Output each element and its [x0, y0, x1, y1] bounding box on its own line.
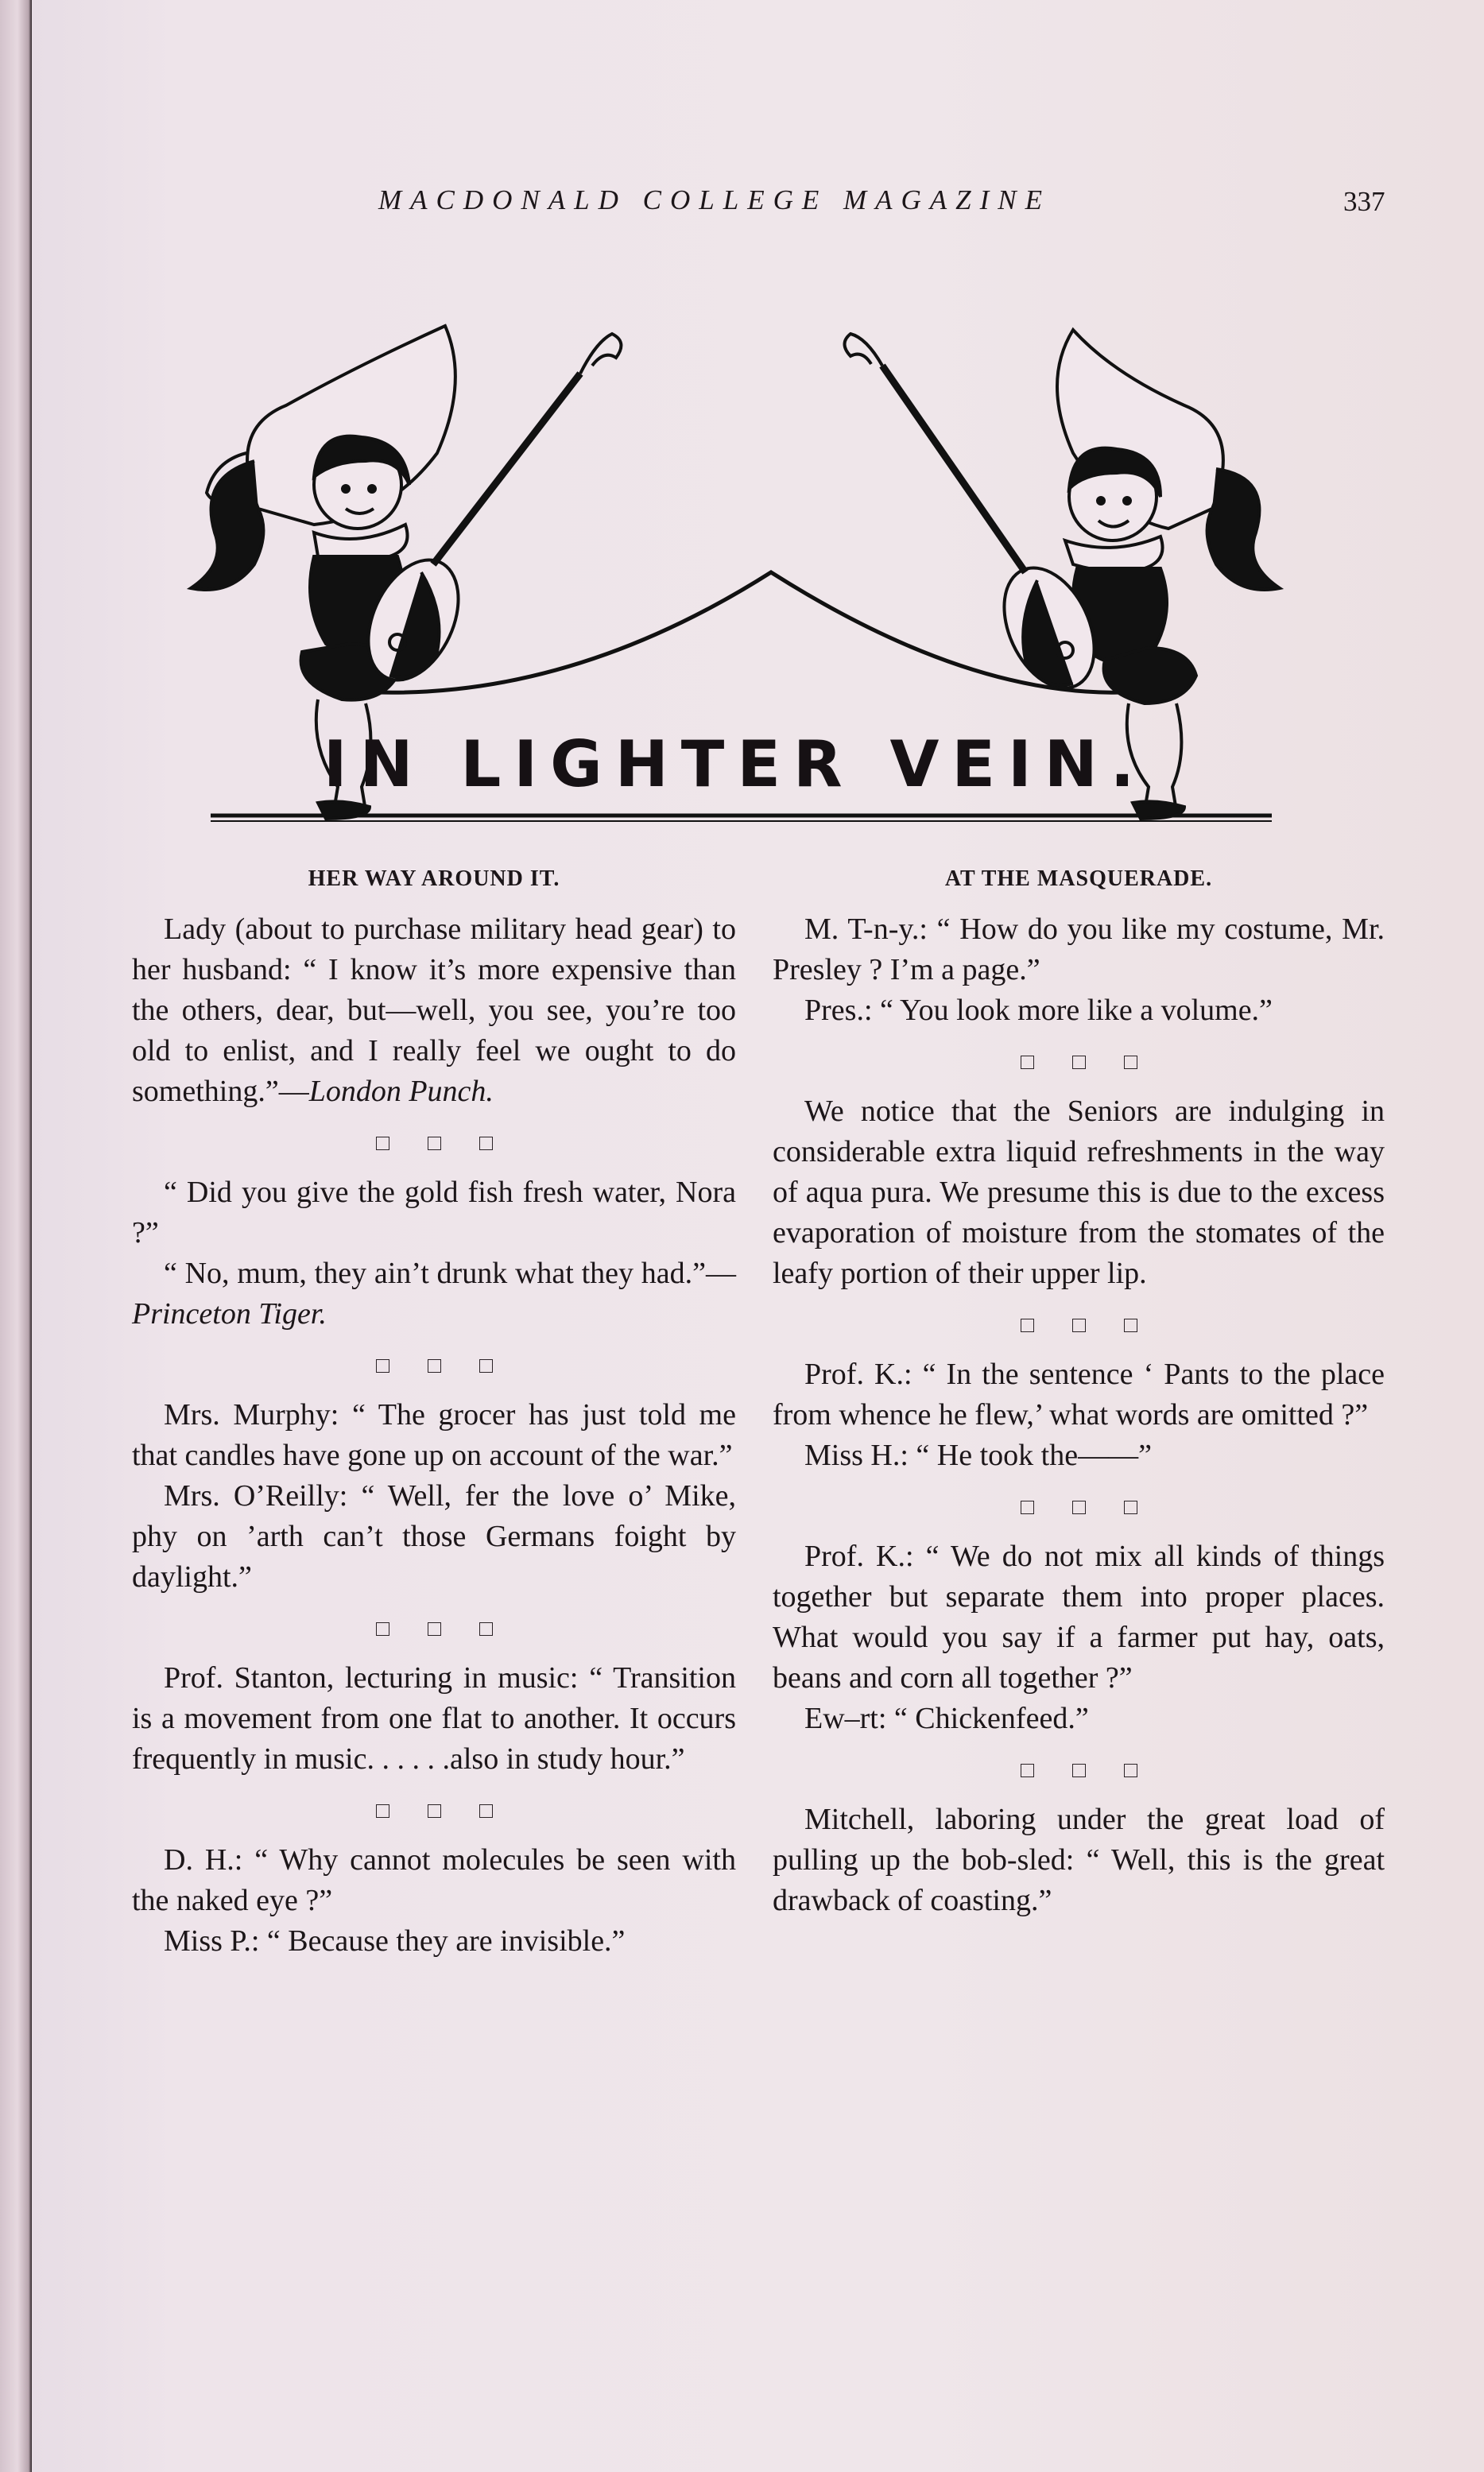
section-separator: [132, 1112, 736, 1172]
page-number: 337: [1343, 186, 1385, 217]
section-separator: [773, 1031, 1385, 1091]
section-separator: [132, 1598, 736, 1658]
left-column-heading: HER WAY AROUND IT.: [308, 866, 560, 891]
right-column: [773, 866, 1385, 1921]
joke-paragraph: M. T-n-y.: “ How do you like my costume, Mr. Presley ? I’m a page.”: [773, 912, 1385, 986]
joke-paragraph: Prof. K.: “ We do not mix all kinds of things together but separate them into proper places. What would you say if a farmer put hay, oats, beans and corn all together ?”: [773, 1540, 1385, 1695]
joke-text: “ No, mum, they ain’t drunk what they had.”—: [164, 1257, 736, 1290]
joke-paragraph: Prof. Stanton, lecturing in music: “ Transition is a movement from one flat to another. It occurs frequently in music. . . . . .also in study hour.”: [132, 1661, 736, 1776]
page-header: [0, 184, 1484, 224]
joke-paragraph: Ew–rt: “ Chickenfeed.”: [804, 1702, 1089, 1735]
joke-paragraph: D. H.: “ Why cannot molecules be seen with the naked eye ?”: [132, 1843, 736, 1917]
joke-text: Lady (about to purchase military head gear) to her husband: “ I know it’s more expensive than the others, dear, but—well, you see, you’re too old to enlist, and I really feel we ought to do something.”—: [132, 912, 736, 1108]
joke-paragraph: Mitchell, laboring under the great load of pulling up the bob-sled: “ Well, this is the great drawback of coasting.”: [773, 1803, 1385, 1917]
joke-paragraph: Mrs. O’Reilly: “ Well, fer the love o’ Mike, phy on ’arth can’t those Germans foight by daylight.”: [132, 1479, 736, 1594]
joke-source: Princeton Tiger.: [132, 1297, 327, 1331]
joke-paragraph: Mrs. Murphy: “ The grocer has just told me that candles have gone up on account of the war.”: [132, 1398, 736, 1472]
section-title: IN LIGHTER VEIN.: [323, 727, 1148, 801]
right-column-heading: AT THE MASQUERADE.: [944, 866, 1213, 891]
joke-paragraph: Miss H.: “ He took the——”: [804, 1439, 1152, 1472]
joke-paragraph: Miss P.: “ Because they are invisible.”: [164, 1924, 626, 1958]
joke-paragraph: [132, 909, 736, 1112]
left-column: [132, 866, 736, 1962]
joke-paragraph: Prof. K.: “ In the sentence ‘ Pants to the place from whence he flew,’ what words are omitted ?”: [773, 1358, 1385, 1432]
section-separator: [132, 1335, 736, 1395]
book-spine-edge: [0, 0, 32, 2472]
joke-source: London Punch.: [308, 1075, 494, 1108]
joke-paragraph: “ Did you give the gold fish fresh water, Nora ?”: [132, 1176, 736, 1250]
running-title: MACDONALD COLLEGE MAGAZINE: [378, 184, 1052, 215]
section-separator: [132, 1780, 736, 1840]
illustrated-banner: [183, 270, 1288, 827]
joke-paragraph: [132, 1253, 736, 1335]
joke-paragraph: We notice that the Seniors are indulging in considerable extra liquid refreshments in the way of aqua pura. We presume this is due to the excess evaporation of moisture from the stomates of the leafy portion of their upper lip.: [773, 1095, 1385, 1290]
section-separator: [773, 1294, 1385, 1354]
section-separator: [773, 1739, 1385, 1800]
joke-paragraph: Pres.: “ You look more like a volume.”: [804, 994, 1273, 1027]
section-separator: [773, 1476, 1385, 1536]
